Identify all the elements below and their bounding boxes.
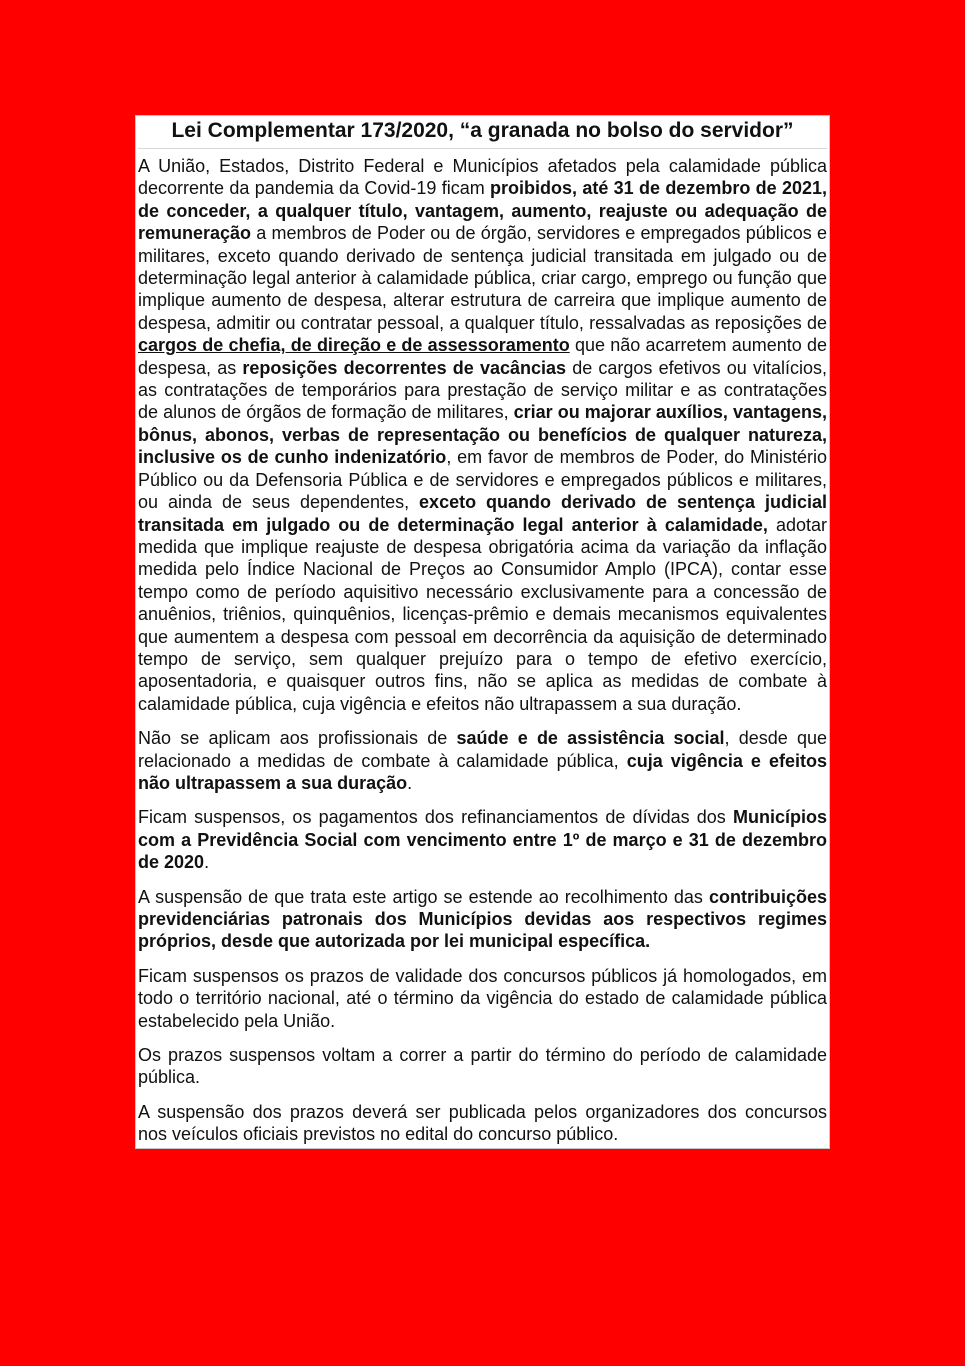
paragraph-prazos-concursos: [138, 965, 827, 1032]
body-text: A suspensão de que trata este artigo se estende ao recolhimento das: [138, 886, 709, 907]
document-page: [135, 115, 830, 1149]
paragraph-publicacao-suspensao: [138, 1101, 827, 1146]
bold-text: exceto quando derivado de sentença judicial transitada em julgado ou de determinação legal anterior à calamidade,: [138, 492, 827, 535]
bold-text: criar ou majorar auxílios, vantagens, bônus, abonos, verbas de representação ou benefícios de qualquer natureza, inclusive os de cunho indenizatório: [138, 402, 827, 468]
paragraph-prazos-voltam: [138, 1044, 827, 1089]
paragraph-suspensao-refinanciamentos: [138, 806, 827, 873]
paragraph-proibicoes: [138, 155, 827, 715]
body-text: que não acarretem aumento de despesa, as: [138, 335, 827, 378]
body-text: adotar medida que implique reajuste de despesa obrigatória acima da variação da inflação medida pelo Índice Nacional de Preços ao Consumidor Amplo (IPCA), contar esse tempo como de período aquisitivo necessário exclusivamente para a concessão de anuênios, triênios, quinquênios, licenças-prêmio e demais mecanismos equivalentes que aumentem a despesa com pessoal em decorrência da aquisição de determinado tempo de serviço, sem qualquer prejuízo para o tempo de efetivo exercício, aposentadoria, e quaisquer outros fins, não se aplica as medidas de combate à calamidade pública, cuja vigência e efeitos não ultrapassem a sua duração.: [138, 514, 827, 714]
body-text: Os prazos suspensos voltam a correr a partir do término do período de calamidade pública.: [138, 1045, 827, 1088]
body-text: Não se aplicam aos profissionais de: [138, 728, 457, 749]
bold-text: Municípios com a Previdência Social com vencimento entre 1º de março e 31 de dezembro de 2020: [138, 807, 827, 873]
paragraph-excecao-saude: [138, 727, 827, 794]
bold-text: cuja vigência e efeitos não ultrapassem a sua duração: [138, 750, 827, 793]
body-text: A suspensão dos prazos deverá ser publicada pelos organizadores dos concursos nos veículos oficiais previstos no edital do concurso público.: [138, 1101, 827, 1145]
bold-text: proibidos, até 31 de dezembro de 2021, de conceder, a qualquer título, vantagem, aumento, reajuste ou adequação de remuneração: [138, 178, 828, 244]
body-text: .: [204, 852, 210, 873]
bold-text: cargos de chefia, de direção e de assessoramento: [138, 335, 570, 356]
bold-text: reposições decorrentes de vacâncias: [242, 357, 567, 378]
bold-text: saúde e de assistência social: [456, 728, 725, 749]
body-text: a membros de Poder ou de órgão, servidores e empregados públicos e militares, exceto quando derivado de sentença judicial transitada em julgado ou de determinação legal anterior à calamidade pública, criar cargo, emprego ou função que implique aumento de despesa, alterar estrutura de carreira que implique aumento de despesa, admitir ou contratar pessoal, a qualquer título, ressalvadas as reposições de: [138, 223, 827, 333]
body-text: .: [407, 772, 413, 793]
body-text: Ficam suspensos, os pagamentos dos refinanciamentos de dívidas dos: [138, 807, 733, 828]
body-text: A União, Estados, Distrito Federal e Municípios afetados pela calamidade pública decorrente da pandemia da Covid-19 ficam: [138, 156, 827, 199]
body-text: , desde que relacionado a medidas de combate à calamidade pública,: [138, 728, 827, 771]
paragraph-contribuicoes-patronais: [138, 886, 827, 953]
body-text: Ficam suspensos os prazos de validade dos concursos públicos já homologados, em todo o território nacional, até o término da vigência do estado de calamidade pública estabelecido pela União.: [138, 965, 827, 1031]
body-text: , em favor de membros de Poder, do Ministério Público ou da Defensoria Pública e de servidores e empregados públicos e militares, ou ainda de seus dependentes,: [138, 447, 828, 513]
document-title: Lei Complementar 173/2020, “a granada no bolso do servidor”: [138, 116, 827, 149]
bold-text: contribuições previdenciárias patronais dos Municípios devidas aos respectivos regimes próprios, desde que autorizada por lei municipal específica.: [138, 886, 827, 952]
body-text: de cargos efetivos ou vitalícios, as contratações de temporários para prestação de serviço militar e as contratações de alunos de órgãos de formação de militares,: [138, 357, 827, 423]
